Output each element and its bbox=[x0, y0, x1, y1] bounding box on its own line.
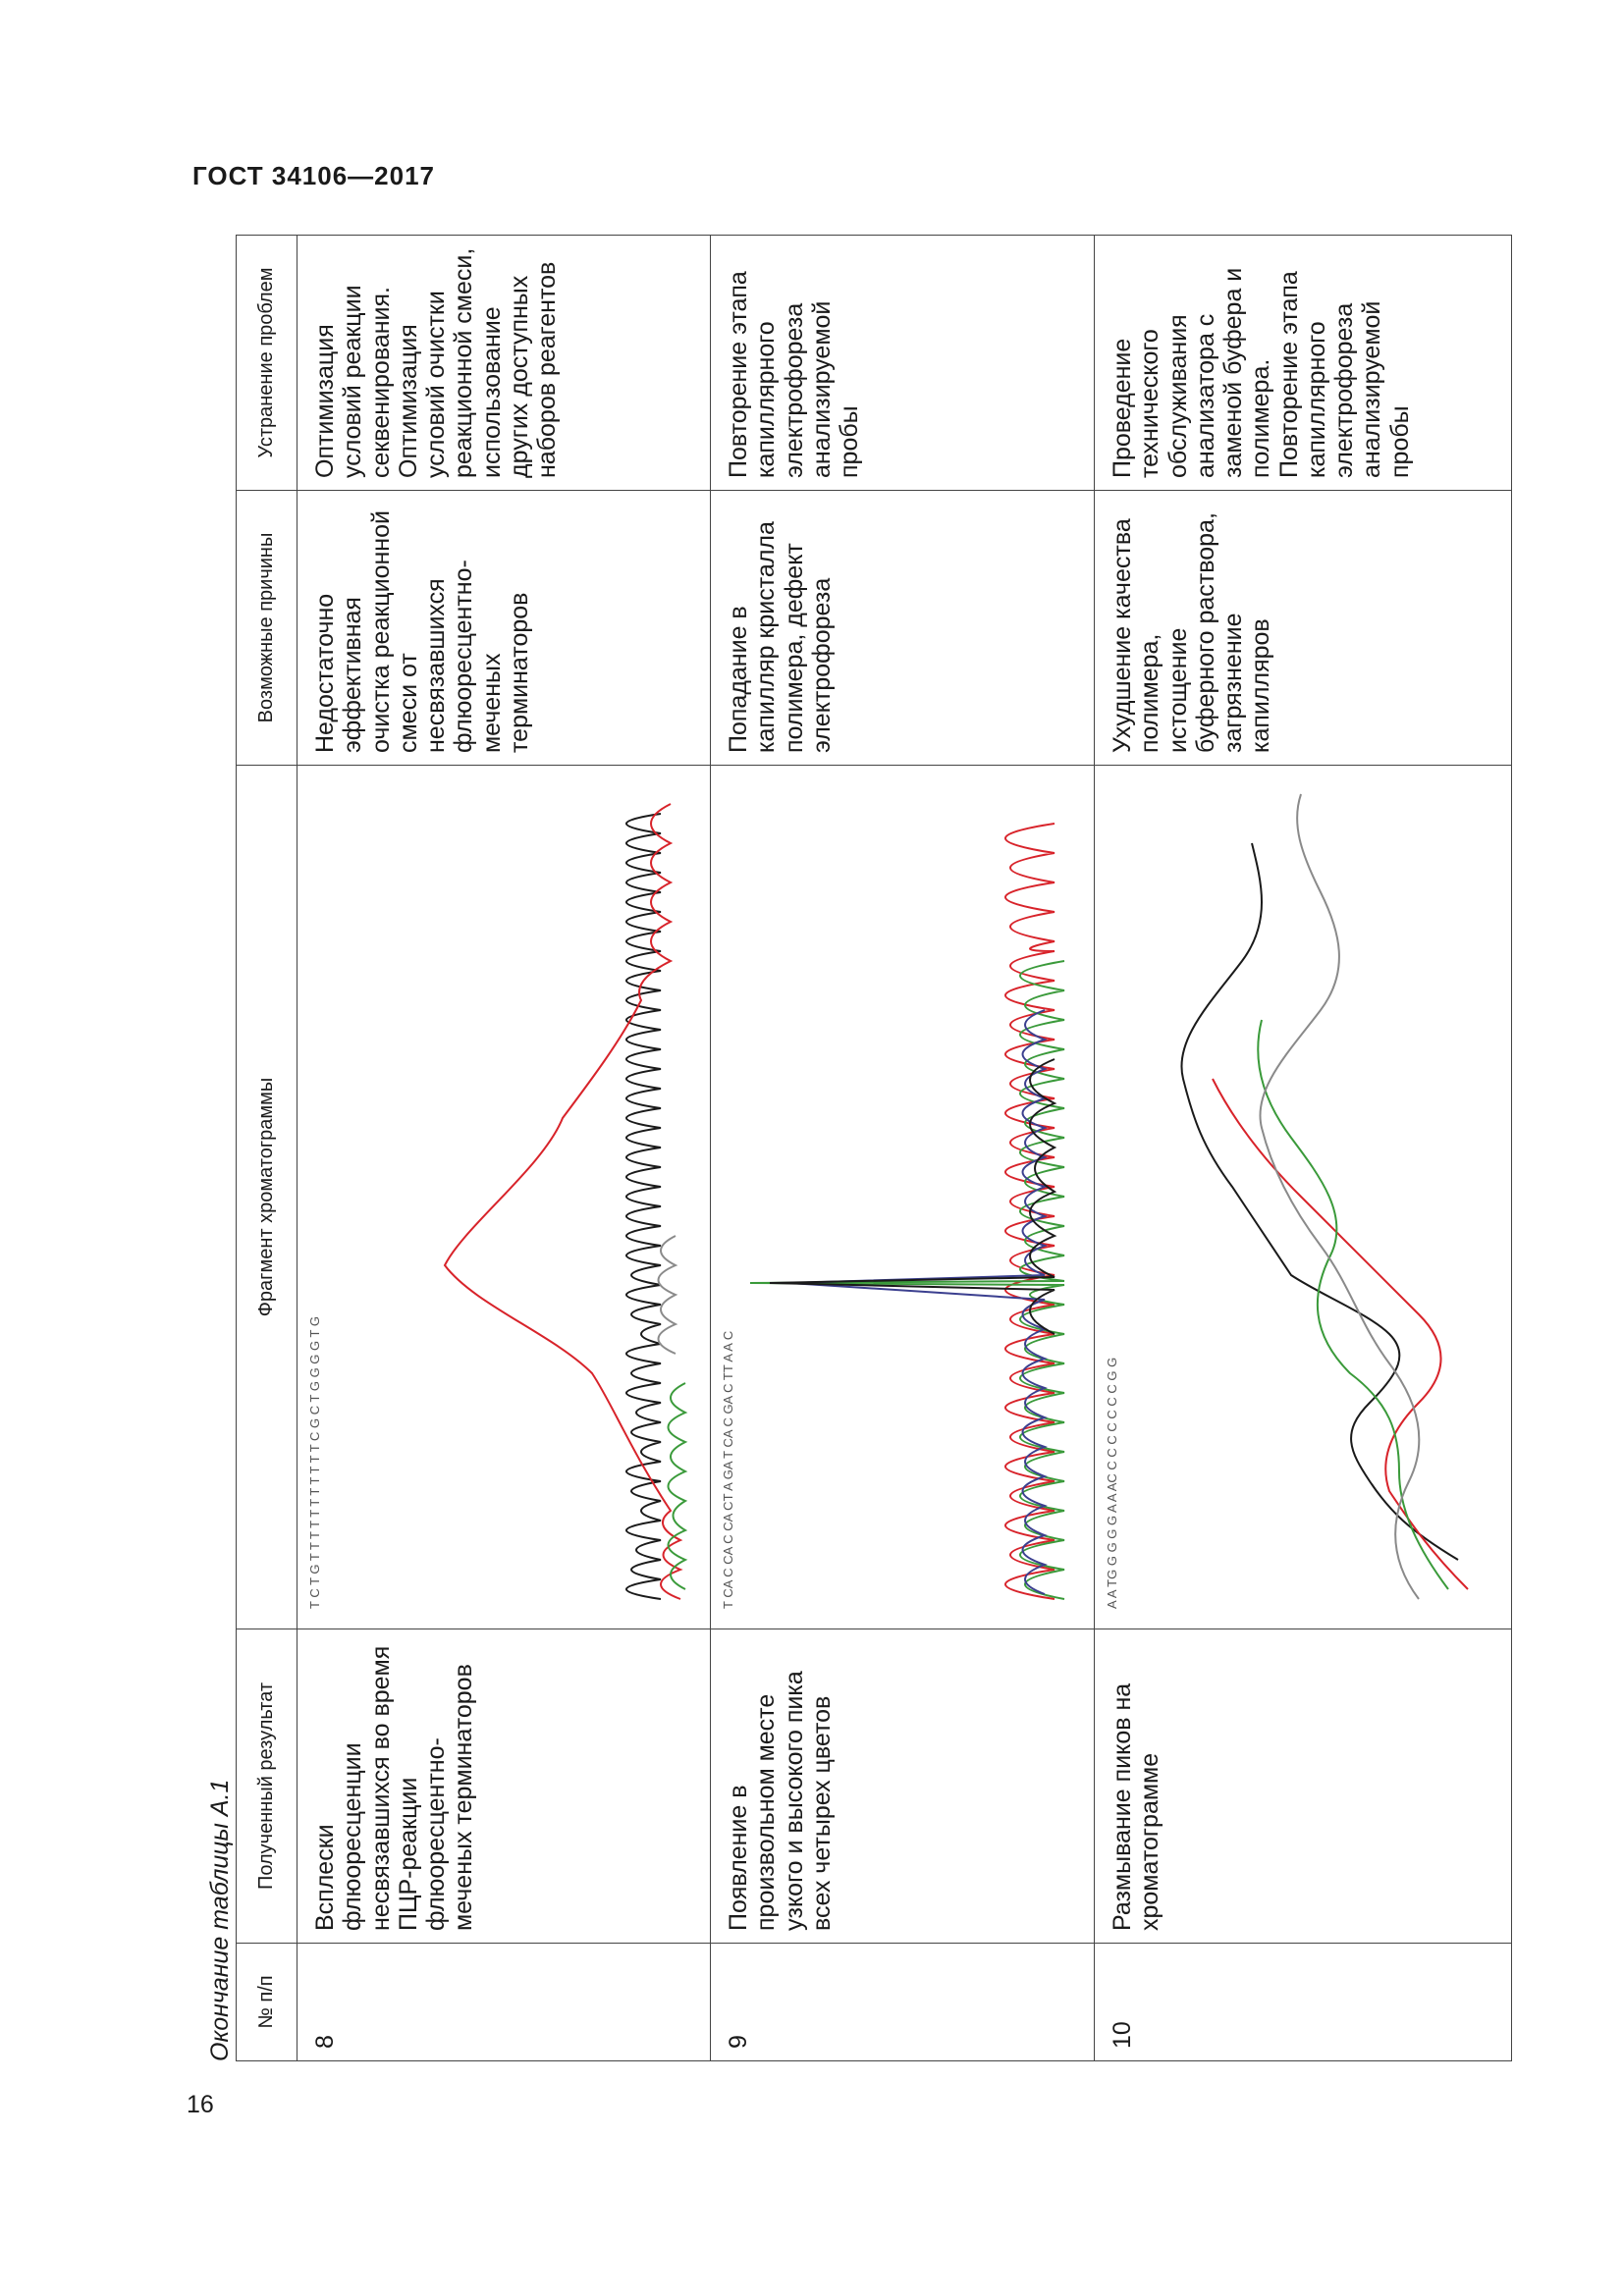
chromatogram-10 bbox=[1095, 765, 1488, 1629]
table-caption: Окончание таблицы А.1 bbox=[206, 1779, 234, 2061]
header-result: Полученный результат bbox=[237, 1629, 298, 1944]
trace-green bbox=[1258, 1020, 1448, 1589]
row-causes: Недостаточно эффективная очистка реакционной смеси от несвязавшихся флюоресцентно-меченых терминаторов bbox=[298, 491, 711, 766]
table-row bbox=[711, 236, 1095, 2061]
trace-gray bbox=[659, 1236, 676, 1354]
row-causes: Ухудшение качества полимера, истощение буферного раствора, загрязнение капилляров bbox=[1095, 491, 1512, 766]
chromatogram-8 bbox=[298, 765, 710, 1629]
row-number: 10 bbox=[1095, 1944, 1512, 2061]
row-fix: Повторение этапа капиллярного электрофореза анализируемой пробы bbox=[711, 236, 1095, 491]
sequence-label: T CA C CA C CA CT A GA T CA C GA C TT A A C bbox=[721, 1330, 735, 1609]
trace-green bbox=[669, 1383, 686, 1589]
row-fix: Оптимизация условий реакции секвенирования. Оптимизация условий очистки реакционной смеси, использование других доступных наборов реагентов bbox=[298, 236, 711, 491]
page-number: 16 bbox=[187, 2091, 214, 2118]
row-number: 9 bbox=[711, 1944, 1095, 2061]
sequence-label: T C T G T T T T T T T T T T T C G C T G G G G T G bbox=[307, 1316, 322, 1609]
trace-black bbox=[1181, 843, 1458, 1560]
row-fix: Проведение технического обслуживания анализатора с заменой буфера и полимера. Повторение этапа капиллярного электрофореза анализируемой пробы bbox=[1095, 236, 1512, 491]
table-header-row bbox=[237, 236, 298, 2061]
row-causes: Попадание в капилляр кристалла полимера, дефект электрофореза bbox=[711, 491, 1095, 766]
chromatogram-cell bbox=[1095, 766, 1512, 1629]
document-id: ГОСТ 34106—2017 bbox=[192, 161, 435, 190]
row-result: Появление в произвольном месте узкого и высокого пика всех четырех цветов bbox=[711, 1629, 1095, 1944]
header-fragment: Фрагмент хроматограммы bbox=[237, 766, 298, 1629]
row-result: Размывание пиков на хроматограмме bbox=[1095, 1629, 1512, 1944]
rotated-table-block bbox=[206, 236, 1512, 2061]
header-fix: Устранение проблем bbox=[237, 236, 298, 491]
header-causes: Возможные причины bbox=[237, 491, 298, 766]
trace-blue bbox=[789, 1010, 1045, 1594]
row-result: Всплески флюоресценции несвязавшихся во время ПЦР-реакции флюоресцентно-меченых терминаторов bbox=[298, 1629, 711, 1944]
chromatogram-cell bbox=[711, 766, 1095, 1629]
header-num: № п/п bbox=[237, 1944, 298, 2061]
chromatogram-cell bbox=[298, 766, 711, 1629]
trace-red bbox=[445, 804, 680, 1599]
sequence-label: A A TG G G G G A A AC C C C C C C C G G bbox=[1105, 1357, 1119, 1609]
table-row bbox=[1095, 236, 1512, 2061]
table-row bbox=[298, 236, 711, 2061]
chromatogram-9 bbox=[711, 765, 1094, 1629]
troubleshooting-table bbox=[236, 235, 1512, 2061]
row-number: 8 bbox=[298, 1944, 711, 2061]
trace-red bbox=[1213, 1079, 1468, 1589]
trace-gray bbox=[1260, 794, 1419, 1599]
trace-black bbox=[770, 1059, 1055, 1334]
